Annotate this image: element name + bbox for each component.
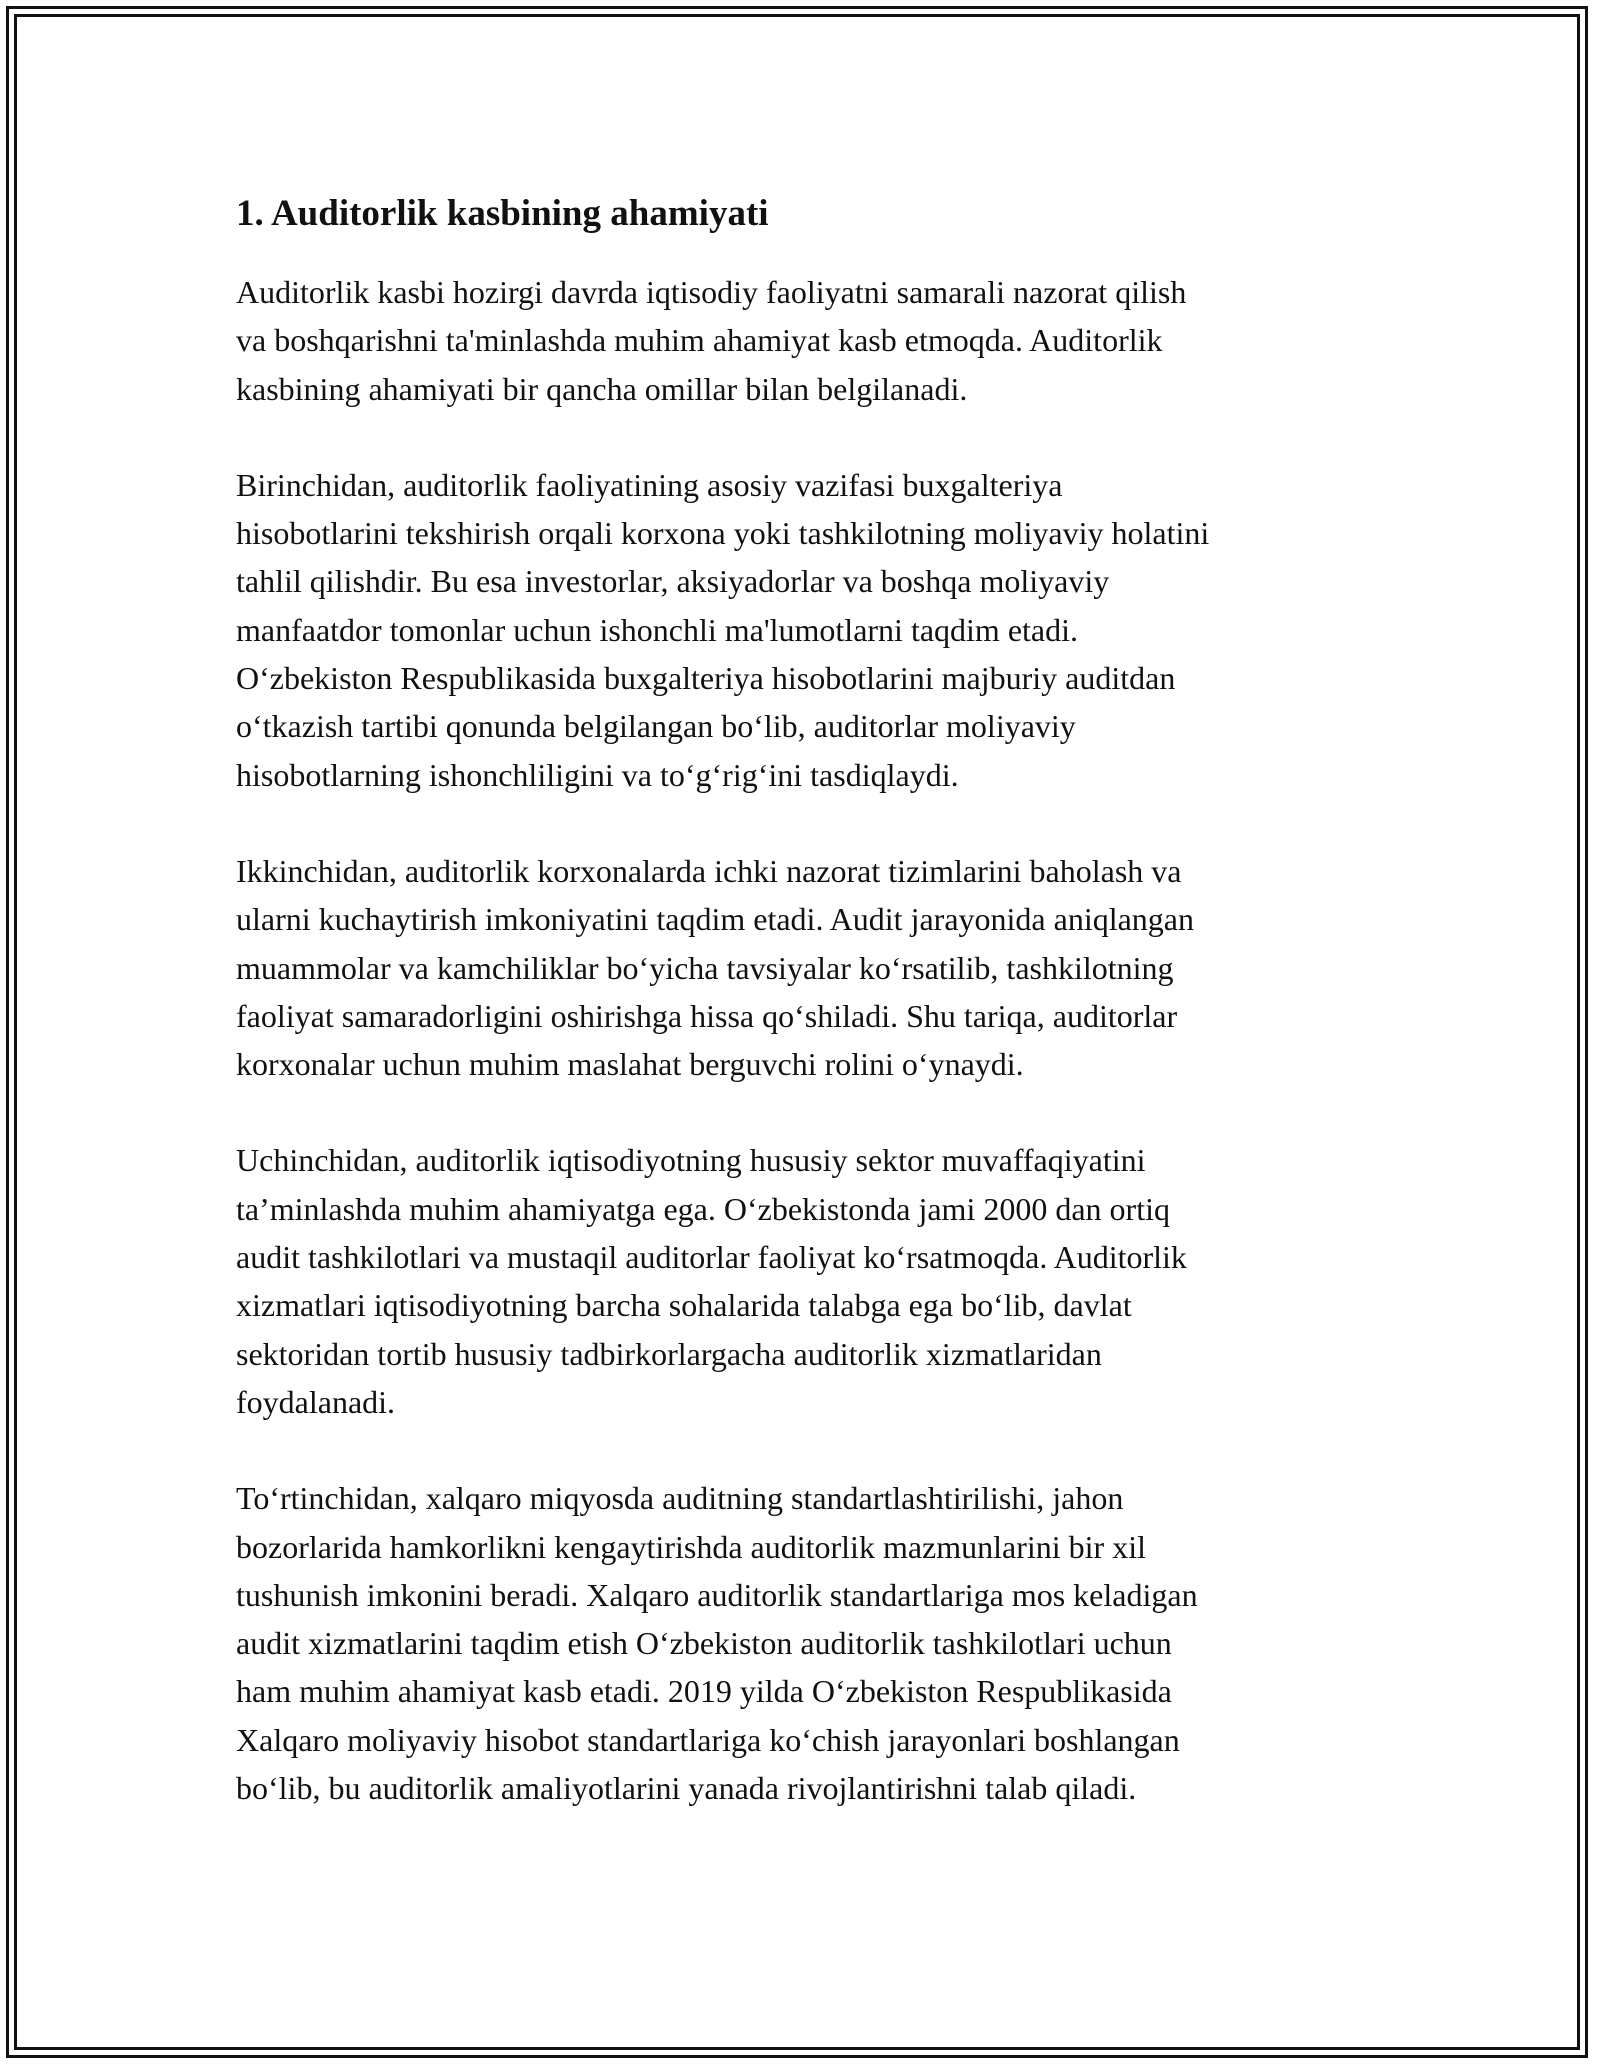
document-body (236, 186, 1366, 1860)
section-heading: 1. Auditorlik kasbining ahamiyati (236, 193, 769, 234)
paragraph-intro: Auditorlik kasbi hozirgi davrda iqtisodiy faoliyatni samarali nazorat qilish va boshqarishni ta'minlashda muhim ahamiyat kasb etmoqda. Auditorlik kasbining ahamiyati bir qancha omillar bilan belgilanadi. (236, 274, 1187, 407)
paragraph-first: Birinchidan, auditorlik faoliyatining asosiy vazifasi buxgalteriya hisobotlarini tekshirish orqali korxona yoki tashkilotning moliyaviy holatini tahlil qilishdir. Bu esa investorlar, aksiyadorlar va boshqa moliyaviy manfaatdor tomonlar uchun ishonchli ma'lumotlarni taqdim etadi. O‘zbekiston Respublikasida buxgalteriya hisobotlarini majburiy auditdan o‘tkazish tartibi qonunda belgilangan bo‘lib, auditorlar moliyaviy hisobotlarning ishonchliligini va to‘g‘rig‘ini tasdiqlaydi. (236, 466, 1210, 793)
paragraph-third: Uchinchidan, auditorlik iqtisodiyotning hususiy sektor muvaffaqiyatini ta’minlashda muhim ahamiyatga ega. O‘zbekistonda jami 2000 dan ortiq audit tashkilotlari va mustaqil auditorlar faoliyat ko‘rsatmoqda. Auditorlik xizmatlari iqtisodiyotning barcha sohalarida talabga ega bo‘lib, davlat sektoridan tortib hususiy tadbirkorlargacha auditorlik xizmatlaridan foydalanadi. (236, 1142, 1187, 1420)
paragraph-fourth: To‘rtinchidan, xalqaro miqyosda auditning standartlashtirilishi, jahon bozorlarida hamkorlikni kengaytirishda auditorlik mazmunlarini bir xil tushunish imkonini beradi. Xalqaro auditorlik standartlariga mos keladigan audit xizmatlarini taqdim etish O‘zbekiston auditorlik tashkilotlari uchun ham muhim ahamiyat kasb etadi. 2019 yilda O‘zbekiston Respublikasida Xalqaro moliyaviy hisobot standartlariga ko‘chish jarayonlari boshlangan bo‘lib, bu auditorlik amaliyotlarini yanada rivojlantirishni talab qiladi. (236, 1480, 1198, 1807)
paragraph-second: Ikkinchidan, auditorlik korxonalarda ichki nazorat tizimlarini baholash va ularni kuchaytirish imkoniyatini taqdim etadi. Audit jarayonida aniqlangan muammolar va kamchiliklar bo‘yicha tavsiyalar ko‘rsatilib, tashkilotning faoliyat samaradorligini oshirishga hissa qo‘shiladi. Shu tariqa, auditorlar korxonalar uchun muhim maslahat berguvchi rolini o‘ynaydi. (236, 852, 1194, 1083)
